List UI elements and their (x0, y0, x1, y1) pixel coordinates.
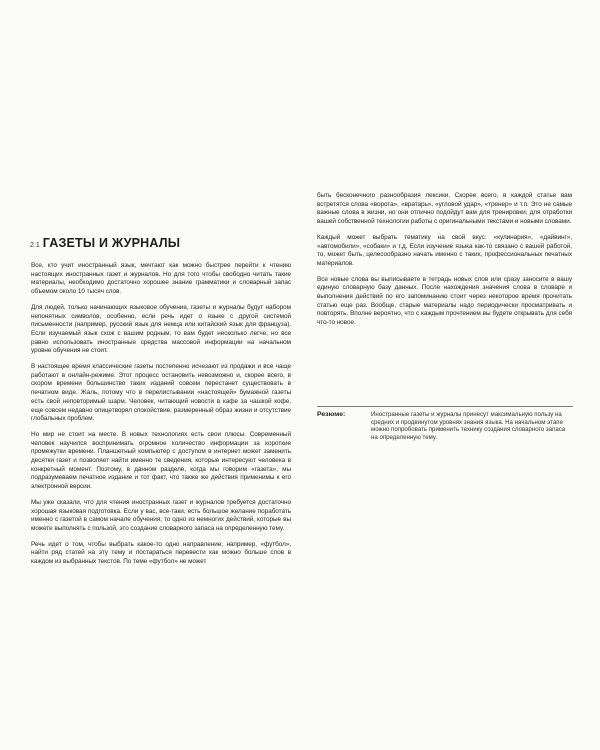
summary-box (317, 406, 573, 441)
paragraph: Речь идет о том, чтобы выбрать какое-то одно направление, например, «футбол», найти ряд статей на эту тему и постараться перевести как можно больше слов в каждом из выбранных текстов. По теме «футбол» не может (31, 540, 291, 566)
paragraph: Мы уже сказали, что для чтения иностранных газет и журналов требуется достаточно хорошая языковая подготовка. Если у вас, все-таки, есть большое желание поработать именно с газетой в самом начале обучения, то одно из немногих действий, которые вы можете выполнять с пользой, это создание словарного запаса на определенную тему. (31, 498, 291, 532)
summary-text: Иностранные газеты и журналы принесут максимальную пользу на средних и продвинутом уровнях знания языка. На начальном этапе можно попробовать применить технику создания словарного запаса на определенную тему. (371, 411, 566, 441)
paragraph: Все новые слова вы выписываете в тетрадь новых слов или сразу заносите в вашу единую словарную базу данных. После нахождения значения слова в словаре и выполнения действий по его запоминанию стоит через некоторое время прочитать статью еще раз. Вообще, старые материалы надо периодически просматривать и повторять. Вполне вероятно, что с каждым прочтением вы будете открывать для себя что-то новое. (317, 275, 572, 327)
paragraph: Для людей, только начинающих языковое обучение, газеты и журналы будут набором непонятных символов, особенно, если речь идет о языке с другой системой письменности (например, русский язык для немца или китайский язык для француза). Если изучаемый язык схож с вашим родным, то вам будет несколько легче, но все равно использовать иностранные средства массовой информации на начальном уровне обучения не стоит. (31, 303, 291, 355)
paragraph: быть бесконечного разнообразия лексики. Скорее всего, в каждой статье вам встретятся слова «ворота», «вратарь», «угловой удар», «тренер» и т.п. Это не самые важные слова в жизни, но они отлично подойдут вам для тренировки, для отработки вашей собственной технологии работы с оригинальными текстами и новыми словами. (317, 192, 572, 226)
section-number: 2.1 (30, 242, 40, 249)
paragraph: Но мир не стоит на месте. В новых технологиях есть свои плюсы. Современный человек научился воспринимать огромное количество информации за короткие промежутки времени. Планшетный компьютер с доступом в интернет может заменить десятки газет и позволяет найти именно те сведения, которые интересуют человека в конкретный момент. Поэтому, в данном разделе, когда мы говорим «газета», мы подразумеваем печатное издание и тот факт, что также же действия применимы к его электронной версии. (31, 430, 291, 491)
paragraph: В настоящее время классические газеты постепенно исчезают из продажи и все чаще работают в онлайн-режиме. Этот процесс остановить невозможно и, скорее всего, в скором времени большинство таких изданий совсем перестанет существовать в печатном виде. Жаль, потому что в перелистывании «настоящей» бумажной газеты есть свой неповторимый шарм. Человек, читающий новости в кафе за чашкой кофе, еще совсем недавно олицетворял спокойствие, размеренный образ жизни и отсутствие глобальных проблем. (31, 363, 291, 423)
section-title: ГАЗЕТЫ И ЖУРНАЛЫ (42, 236, 181, 250)
left-column (31, 236, 291, 574)
summary-label: Резюме: (317, 411, 346, 418)
paragraph: Все, кто учит иностранный язык, мечтают как можно быстрее перейти к чтению настоящих иностранных газет и журналов. Но для того чтобы свободно читать такие материалы, необходимо достаточно хорошее знание грамматики и словарный запас объемом около 10 тысяч слов. (31, 262, 291, 296)
paragraph: Каждый может выбрать тематику на свой вкус: «кулинария», «дайвинг», «автомобили», «собаки» и т.д. Если изучение языка как-то связано с вашей работой, то, может быть, целесообразно начать именно с таких, профессиональных печатных материалов. (317, 233, 572, 267)
right-column (317, 192, 572, 335)
